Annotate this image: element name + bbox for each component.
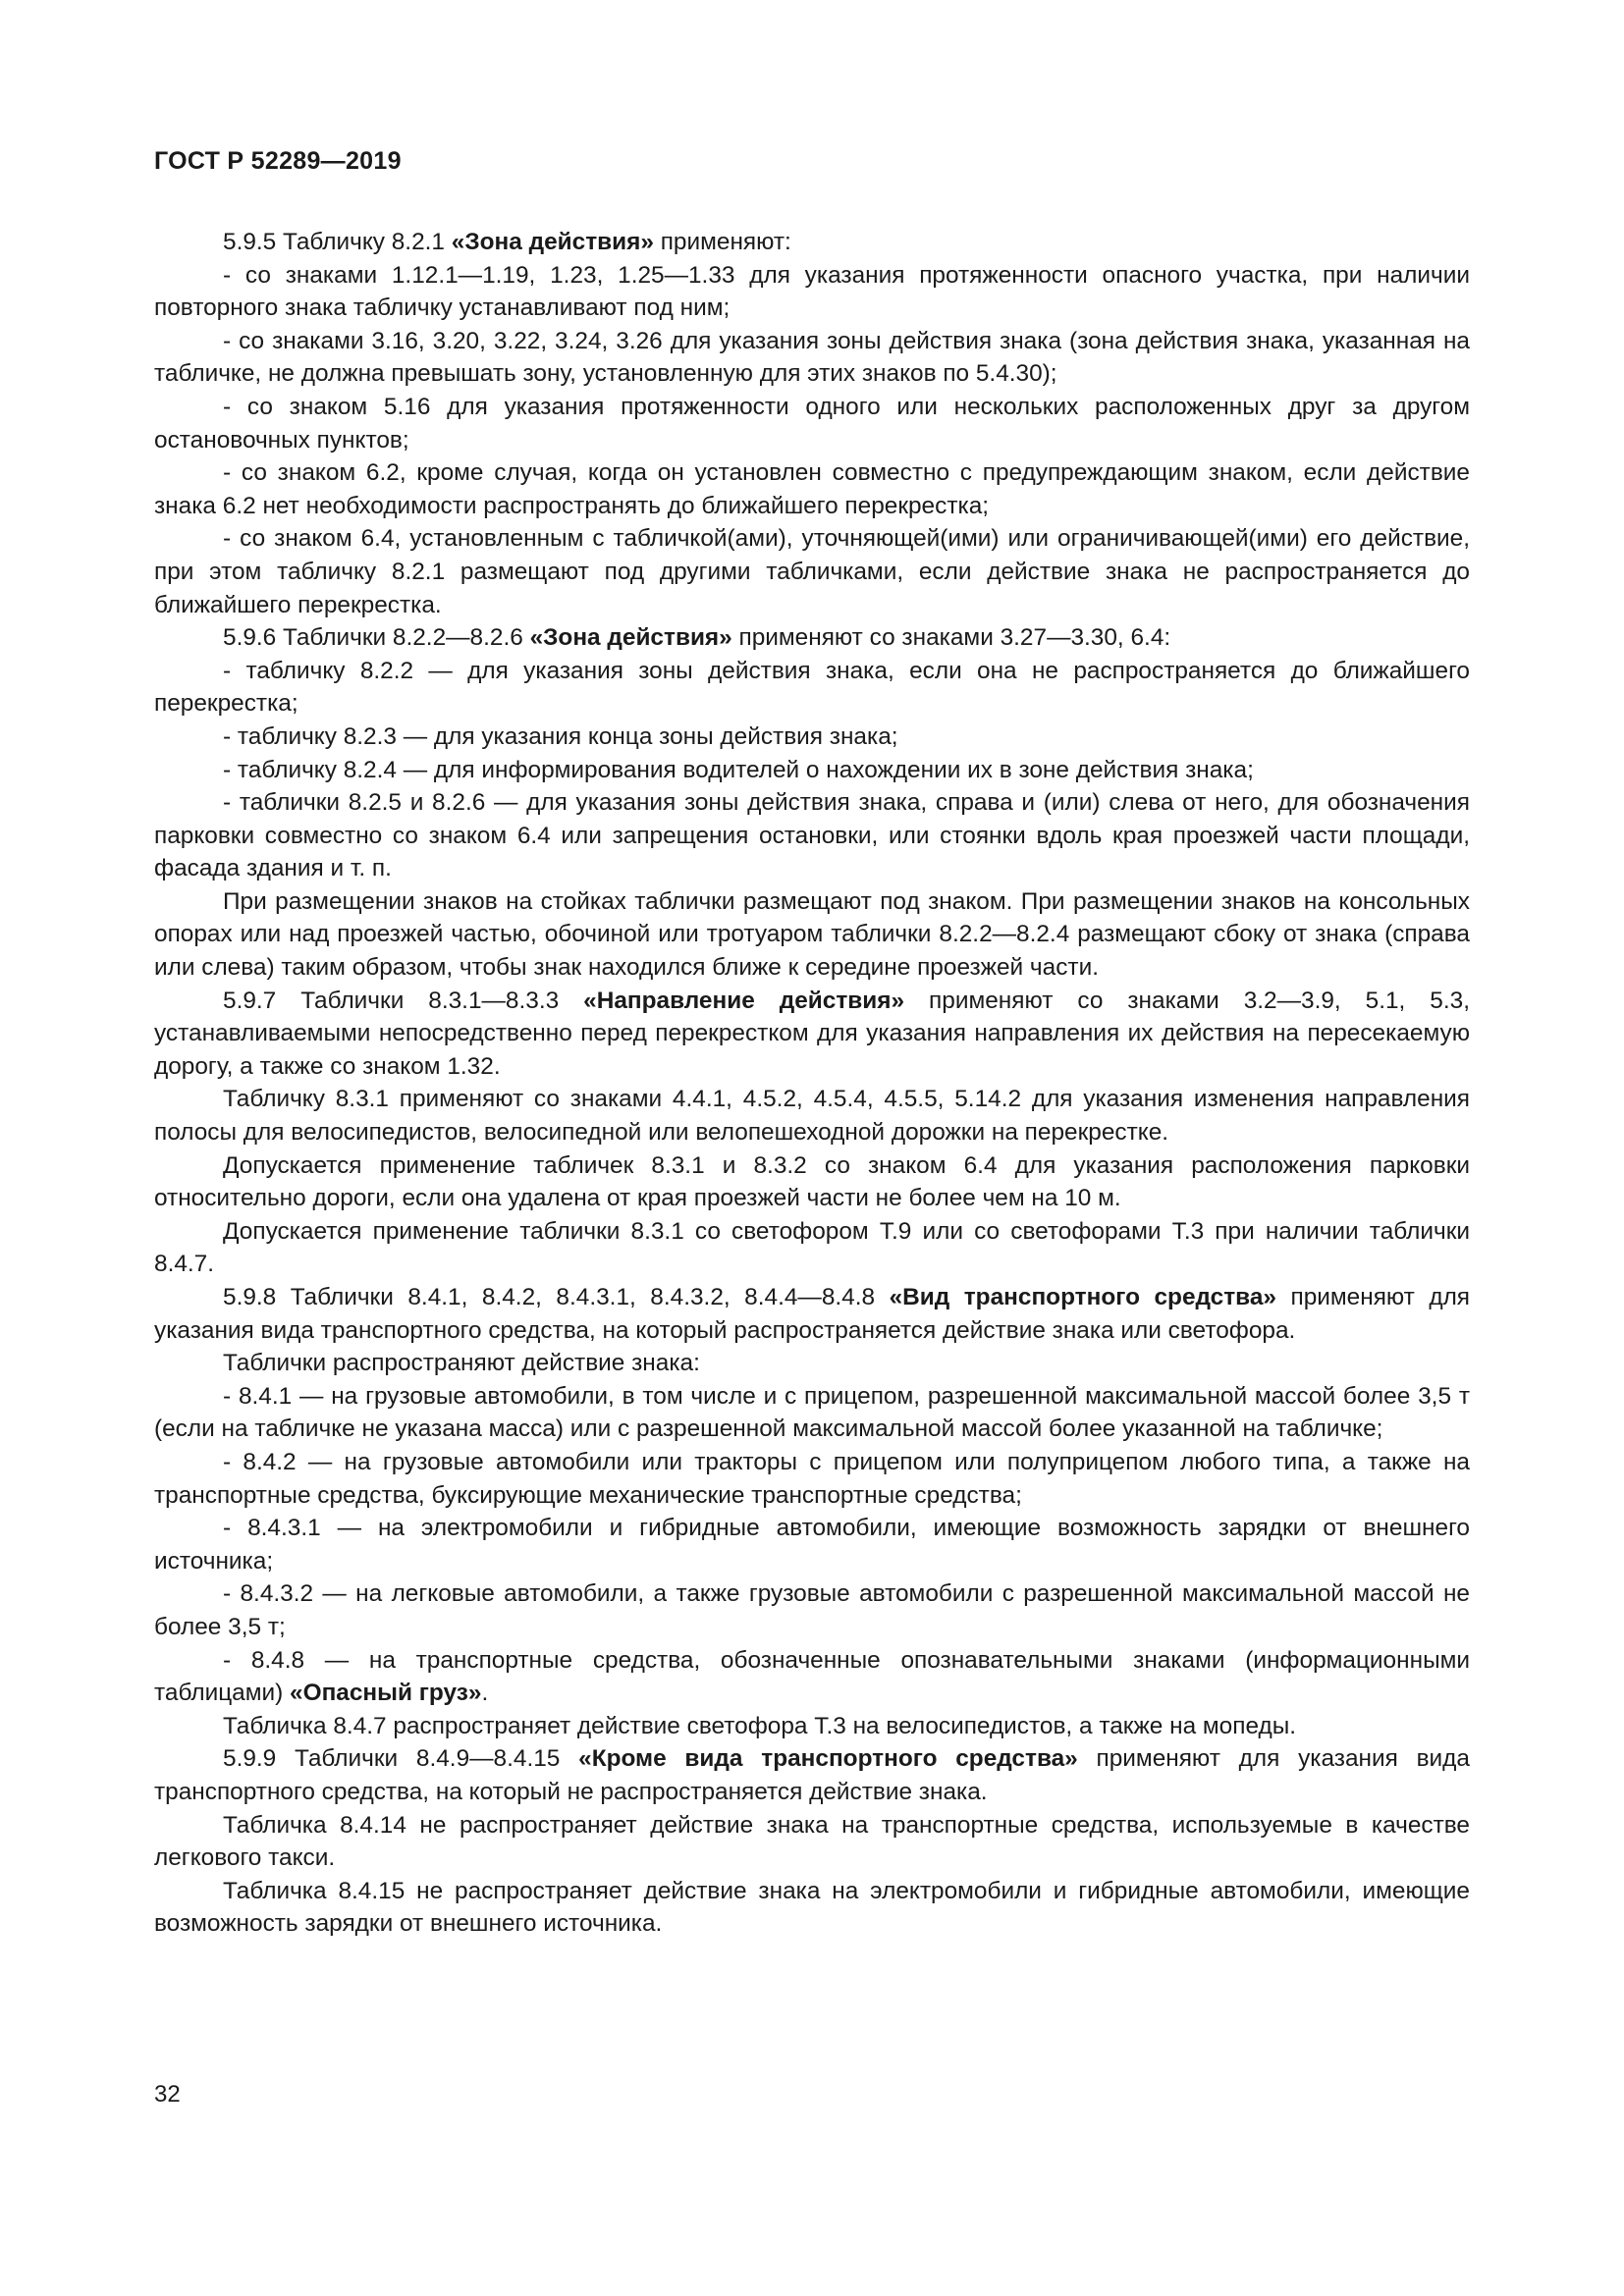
paragraph-text: - 8.4.3.1 — на электромобили и гибридные автомобили, имеющие возможность зарядки от внешнего источника; <box>154 1515 1470 1575</box>
paragraph-text: Допускается применение табличек 8.3.1 и 8.3.2 со знаком 6.4 для указания расположения парковки относительно дороги, если она удалена от края проезжей части не более чем на 10 м. <box>154 1151 1470 1212</box>
paragraph-text-tail: применяют для указания вида транспортного средства, на который не распространяется действие знака. <box>154 1745 1470 1805</box>
paragraph-text: - табличку 8.2.3 — для указания конца зоны действия знака; <box>223 722 898 750</box>
paragraph-text: - 8.4.1 — на грузовые автомобили, в том числе и с прицепом, разрешенной максимальной массой более 3,5 т (если на табличке не указана масса) или с разрешенной максимальной массой более указанной на табличке; <box>154 1382 1470 1443</box>
paragraph-text: - со знаками 3.16, 3.20, 3.22, 3.24, 3.26 для указания зоны действия знака (зона действия знака, указанная на табличке, не должна превышать зону, установленную для этих знаков по 5.4.30); <box>154 327 1470 388</box>
paragraph-text: Табличка 8.4.7 распространяет действие светофора Т.3 на велосипедистов, а также на мопеды. <box>223 1712 1297 1739</box>
paragraph-text: - 8.4.3.2 — на легковые автомобили, а также грузовые автомобили с разрешенной максимальной массой не более 3,5 т; <box>154 1580 1470 1640</box>
paragraph-text: - со знаком 6.4, установленным с табличкой(ами), уточняющей(ими) или ограничивающей(ими) его действие, при этом табличку 8.2.1 размещают под другими табличками, если действие знака не распространяется до ближайшего перекрестка. <box>154 525 1470 618</box>
paragraph <box>154 885 1470 985</box>
paragraph <box>154 985 1470 1084</box>
paragraph <box>154 655 1470 721</box>
paragraph <box>154 1809 1470 1875</box>
paragraph <box>154 1577 1470 1643</box>
paragraph <box>154 522 1470 621</box>
paragraph <box>154 754 1470 787</box>
paragraph-text-tail: применяют со знаками 3.2—3.9, 5.1, 5.3, устанавливаемыми непосредственно перед перекрестком для указания направления их действия на пересекаемую дорогу, а также со знаком 1.32. <box>154 987 1470 1080</box>
document-header: ГОСТ Р 52289—2019 <box>154 147 402 175</box>
paragraph <box>154 1710 1470 1743</box>
paragraph-text-tail: . <box>481 1680 489 1707</box>
paragraph <box>154 1215 1470 1281</box>
paragraph-text: - со знаком 5.16 для указания протяженности одного или нескольких расположенных друг за другом остановочных пунктов; <box>154 393 1470 454</box>
paragraph <box>154 1742 1470 1808</box>
paragraph-text: Допускается применение таблички 8.3.1 со светофором Т.9 или со светофорами Т.3 при наличии таблички 8.4.7. <box>154 1217 1470 1278</box>
paragraph-text-tail: применяют: <box>653 229 791 255</box>
paragraph-text: - табличку 8.2.2 — для указания зоны действия знака, если она не распространяется до ближайшего перекрестка; <box>154 657 1470 718</box>
paragraph-text: При размещении знаков на стойках таблички размещают под знаком. При размещении знаков на консольных опорах или над проезжей частью, обочиной или тротуаром таблички 8.2.2—8.2.4 размещают сбоку от знака (справа или слева) таким образом, чтобы знак находился ближе к середине проезжей части. <box>154 887 1470 982</box>
paragraph-bold-term: «Направление действия» <box>583 987 905 1014</box>
paragraph-text: - со знаками 1.12.1—1.19, 1.23, 1.25—1.33 для указания протяженности опасного участка, при наличии повторного знака табличку устанавливают под ним; <box>154 261 1470 322</box>
paragraph <box>154 1149 1470 1215</box>
paragraph <box>154 786 1470 885</box>
paragraph <box>154 1281 1470 1347</box>
paragraph-bold-term: «Вид транспортного средства» <box>889 1284 1276 1310</box>
paragraph-text-tail: применяют для указания вида транспортного средства, на который распространяется действие знака или светофора. <box>154 1284 1471 1344</box>
paragraph-text: 5.9.8 Таблички 8.4.1, 8.4.2, 8.4.3.1, 8.4.3.2, 8.4.4—8.4.8 <box>223 1284 890 1310</box>
paragraph <box>154 1512 1470 1577</box>
paragraph-text: Табличку 8.3.1 применяют со знаками 4.4.1, 4.5.2, 4.5.4, 4.5.5, 5.14.2 для указания изменения направления полосы для велосипедистов, велосипедной или велопешеходной дорожки на перекрестке. <box>154 1086 1470 1147</box>
paragraph-text: 5.9.7 Таблички 8.3.1—8.3.3 <box>223 987 584 1014</box>
paragraph-text: - таблички 8.2.5 и 8.2.6 — для указания зоны действия знака, справа и (или) слева от него, для обозначения парковки совместно со знаком 6.4 или запрещения остановки, или стоянки вдоль края проезжей части площади, фасада здания и т. п. <box>154 789 1470 882</box>
paragraph-text: Табличка 8.4.15 не распространяет действие знака на электромобили и гибридные автомобили, имеющие возможность зарядки от внешнего источника. <box>154 1877 1470 1938</box>
paragraph-text: - 8.4.8 — на транспортные средства, обозначенные опознавательными знаками (информационными таблицами) <box>154 1646 1470 1707</box>
paragraph-text: Табличка 8.4.14 не распространяет действие знака на транспортные средства, используемые в качестве легкового такси. <box>154 1811 1470 1872</box>
paragraph-text: Таблички распространяют действие знака: <box>223 1350 700 1377</box>
paragraph-text: - табличку 8.2.4 — для информирования водителей о нахождении их в зоне действия знака; <box>223 756 1254 783</box>
paragraph-text: 5.9.6 Таблички 8.2.2—8.2.6 <box>223 624 530 652</box>
paragraph-bold-term: «Зона действия» <box>451 229 654 255</box>
paragraph <box>154 456 1470 522</box>
paragraph-bold-term: «Зона действия» <box>529 624 732 652</box>
paragraph <box>154 259 1470 325</box>
paragraph <box>154 391 1470 456</box>
paragraph <box>154 226 1470 259</box>
document-body <box>154 226 1470 1941</box>
paragraph-bold-term: «Опасный груз» <box>290 1680 482 1707</box>
paragraph-text: 5.9.5 Табличку 8.2.1 <box>223 229 452 255</box>
paragraph <box>154 721 1470 754</box>
paragraph <box>154 1347 1470 1380</box>
paragraph-text-tail: применяют со знаками 3.27—3.30, 6.4: <box>731 624 1171 652</box>
paragraph-text: - 8.4.2 — на грузовые автомобили или тракторы с прицепом или полуприцепом любого типа, а также на транспортные средства, буксирующие механические транспортные средства; <box>154 1448 1470 1509</box>
paragraph <box>154 1875 1470 1941</box>
page-number: 32 <box>154 2081 181 2108</box>
paragraph <box>154 1644 1470 1710</box>
paragraph-text: 5.9.9 Таблички 8.4.9—8.4.15 <box>223 1745 579 1773</box>
paragraph <box>154 1380 1470 1446</box>
paragraph <box>154 1446 1470 1512</box>
paragraph-bold-term: «Кроме вида транспортного средства» <box>578 1745 1078 1773</box>
paragraph-text: - со знаком 6.2, кроме случая, когда он установлен совместно с предупреждающим знаком, если действие знака 6.2 нет необходимости распространять до ближайшего перекрестка; <box>154 459 1470 519</box>
paragraph <box>154 621 1470 655</box>
paragraph <box>154 325 1470 391</box>
paragraph <box>154 1083 1470 1148</box>
